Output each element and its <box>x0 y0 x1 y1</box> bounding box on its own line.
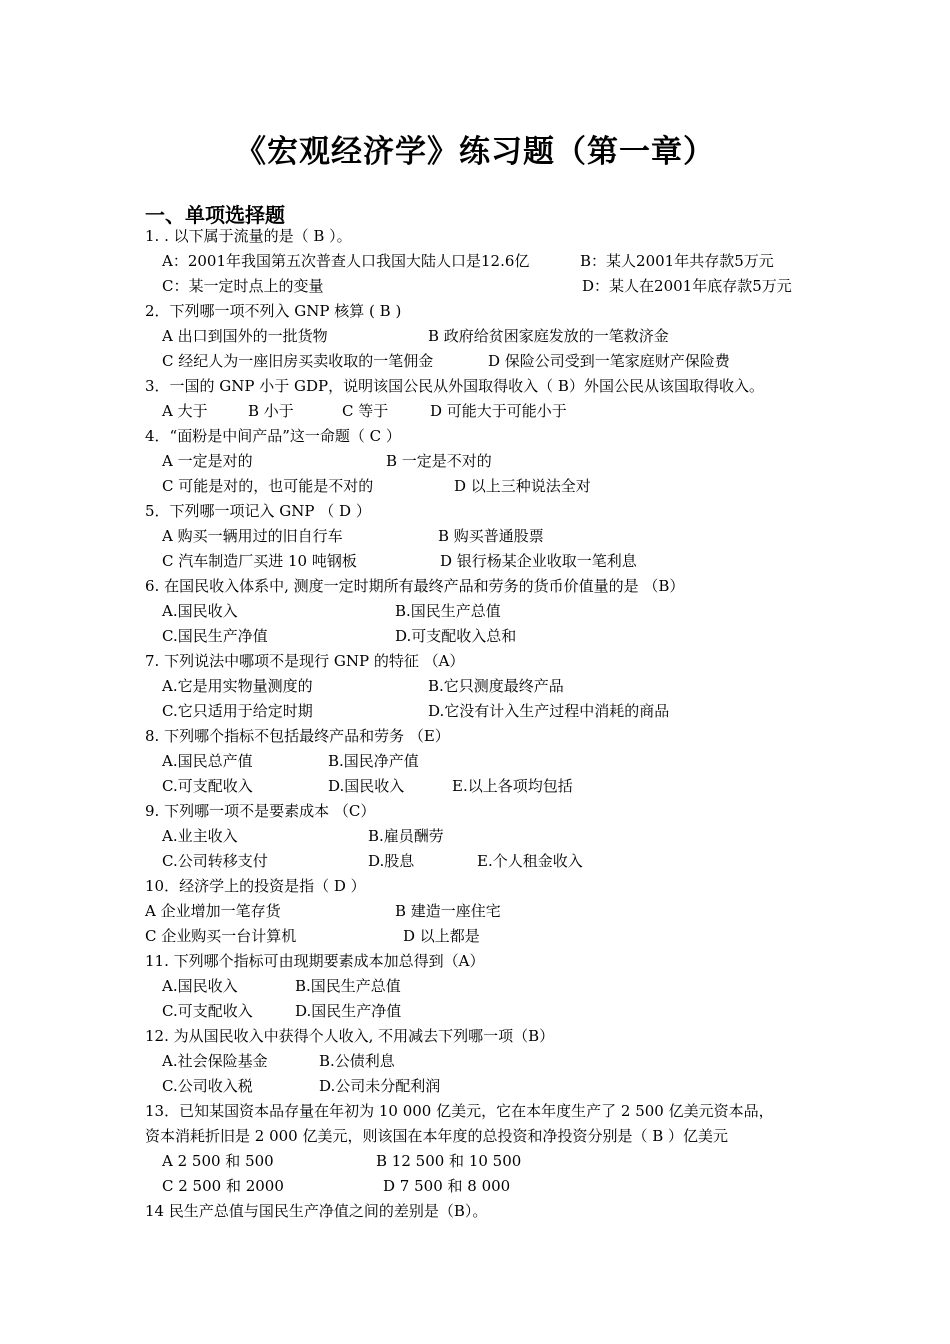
option-5b: B 购买普通股票 <box>438 527 544 545</box>
option-8e: E.以上各项均包括 <box>452 777 573 795</box>
option-10b: B 建造一座住宅 <box>395 902 501 920</box>
option-8a: A.国民总产值 <box>162 752 253 770</box>
section-heading: 一、单项选择题 <box>145 203 285 227</box>
option-13d: D 7 500 和 8 000 <box>383 1177 511 1195</box>
option-10d: D 以上都是 <box>403 927 480 945</box>
option-11a: A.国民收入 <box>162 977 238 995</box>
option-10a: A 企业增加一笔存货 <box>145 902 281 920</box>
option-11b: B.国民生产总值 <box>295 977 401 995</box>
option-5a: A 购买一辆用过的旧自行车 <box>162 527 343 545</box>
option-2b: B 政府给贫困家庭发放的一笔救济金 <box>428 327 669 345</box>
option-9b: B.雇员酬劳 <box>368 827 444 845</box>
option-7d: D.它没有计入生产过程中消耗的商品 <box>428 702 670 720</box>
option-13a: A 2 500 和 500 <box>162 1152 274 1170</box>
option-12d: D.公司未分配利润 <box>319 1077 441 1095</box>
option-8d: D.国民收入 <box>328 777 405 795</box>
question-11: 11. 下列哪个指标可由现期要素成本加总得到（A） <box>145 952 485 970</box>
option-4c: C 可能是对的，也可能是不对的 <box>162 477 374 495</box>
page-title: 《宏观经济学》练习题（第一章） <box>235 134 715 170</box>
option-2a: A 出口到国外的一批货物 <box>162 327 328 345</box>
question-13-continued: 资本消耗折旧是 2 000 亿美元，则该国在本年度的总投资和净投资分别是（ B ）亿美元 <box>145 1127 729 1145</box>
option-3a: A 大于 <box>162 402 208 420</box>
question-1: 1. . 以下属于流量的是（ B ）。 <box>145 227 352 245</box>
option-2c: C 经纪人为一座旧房买卖收取的一笔佣金 <box>162 352 434 370</box>
question-7: 7. 下列说法中哪项不是现行 GNP 的特征 （A） <box>145 652 465 670</box>
option-8b: B.国民净产值 <box>328 752 419 770</box>
option-9c: C.公司转移支付 <box>162 852 268 870</box>
option-4a: A 一定是对的 <box>162 452 253 470</box>
question-9: 9. 下列哪一项不是要素成本 （C） <box>145 802 376 820</box>
option-4d: D 以上三种说法全对 <box>454 477 591 495</box>
question-14: 14 民生产总值与国民生产净值之间的差别是（B）。 <box>145 1202 488 1220</box>
option-9e: E.个人租金收入 <box>477 852 583 870</box>
question-12: 12. 为从国民收入中获得个人收入, 不用减去下列哪一项（B） <box>145 1027 555 1045</box>
option-7b: B.它只测度最终产品 <box>428 677 564 695</box>
option-12b: B.公债利息 <box>319 1052 395 1070</box>
option-12c: C.公司收入税 <box>162 1077 253 1095</box>
option-6a: A.国民收入 <box>162 602 238 620</box>
option-13c: C 2 500 和 2000 <box>162 1177 284 1195</box>
question-6: 6. 在国民收入体系中, 测度一定时期所有最终产品和劳务的货币价值量的是 （B） <box>145 577 685 595</box>
option-12a: A.社会保险基金 <box>162 1052 268 1070</box>
option-8c: C.可支配收入 <box>162 777 253 795</box>
option-3c: C 等于 <box>342 402 389 420</box>
option-5c: C 汽车制造厂买进 10 吨钢板 <box>162 552 357 570</box>
option-6d: D.可支配收入总和 <box>395 627 517 645</box>
question-10: 10．经济学上的投资是指（ D ） <box>145 877 366 895</box>
option-1d: D：某人在2001年底存款5万元 <box>582 277 792 295</box>
question-13: 13．已知某国资本品存量在年初为 10 000 亿美元，它在本年度生产了 2 500 亿美元资本品， <box>145 1102 774 1120</box>
option-10c: C 企业购买一台计算机 <box>145 927 297 945</box>
option-7c: C.它只适用于给定时期 <box>162 702 313 720</box>
option-7a: A.它是用实物量测度的 <box>162 677 313 695</box>
option-1c: C：某一定时点上的变量 <box>162 277 324 295</box>
option-6b: B.国民生产总值 <box>395 602 501 620</box>
option-1b: B：某人2001年共存款5万元 <box>580 252 774 270</box>
option-11d: D.国民生产净值 <box>295 1002 402 1020</box>
option-4b: B 一定是不对的 <box>386 452 492 470</box>
option-1a: A：2001年我国第五次普查人口我国大陆人口是12.6亿 <box>162 252 530 270</box>
option-9d: D.股息 <box>368 852 415 870</box>
option-5d: D 银行杨某企业收取一笔利息 <box>440 552 637 570</box>
option-9a: A.业主收入 <box>162 827 238 845</box>
question-5: 5．下列哪一项记入 GNP （ D ） <box>145 502 371 520</box>
question-8: 8. 下列哪个指标不包括最终产品和劳务 （E） <box>145 727 450 745</box>
option-13b: B 12 500 和 10 500 <box>376 1152 522 1170</box>
question-2: 2．下列哪一项不列入 GNP 核算 ( B ) <box>145 302 402 320</box>
option-2d: D 保险公司受到一笔家庭财产保险费 <box>488 352 730 370</box>
option-6c: C.国民生产净值 <box>162 627 268 645</box>
option-3d: D 可能大于可能小于 <box>430 402 567 420</box>
option-11c: C.可支配收入 <box>162 1002 253 1020</box>
option-3b: B 小于 <box>248 402 294 420</box>
question-3: 3．一国的 GNP 小于 GDP，说明该国公民从外国取得收入（ B）外国公民从该国取得收入。 <box>145 377 764 395</box>
question-4: 4．“面粉是中间产品”这一命题（ C ） <box>145 427 401 445</box>
